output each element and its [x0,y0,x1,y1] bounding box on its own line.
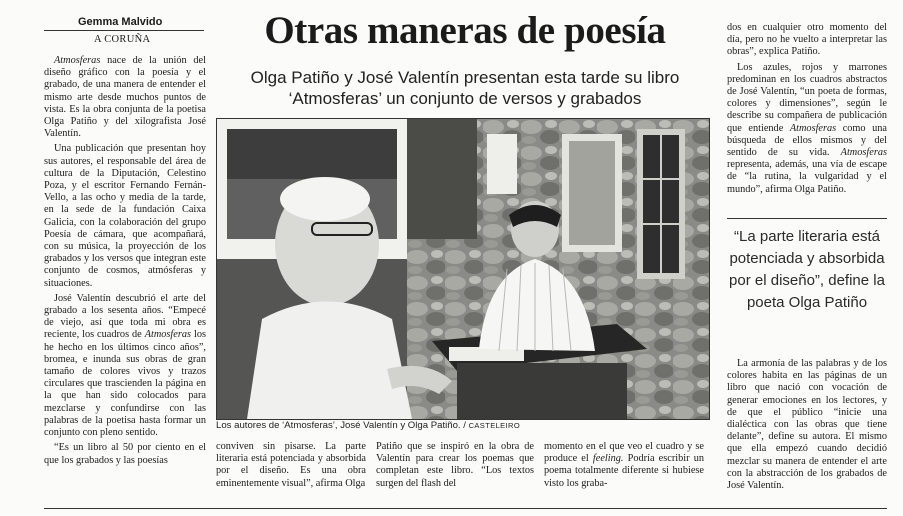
book-title: Atmosferas [789,122,837,134]
paragraph-text: “Es un libro al 50 por ciento en el que los grabados y las poesías [44,442,206,466]
photo-caption [216,420,520,431]
caption-text: Los autores de ‘Atmosferas’, José Valentín y Olga Patiño. / [216,420,469,431]
byline-author: Gemma Malvido [78,16,163,28]
byline-place: A CORUÑA [94,34,151,45]
book-title: Atmosferas [54,55,101,66]
paragraph-text: Una publicación que presentan hoy sus autores, el responsable del área de cultura de la Diputación, Celestino Poza, y el escritor Fernando Fernán-Vello, a las ocho y media de la tarde, en la sede de la fundación Caixa Galicia, con la colaboración del grupo Poesía de cámara, que acompañará, con su música, la proyección de los grabados y los versos que integran este conjunto de cosmos, atmósferas y situaciones. [44,143,206,289]
paragraph-text: conviven sin pisarse. La parte literaria está potenciada y absorbida por el diseño. Es una obra eminentemente visual”, afirma Olga [216,441,366,489]
paragraph-text: Podría escribir un poema totalmente diferente si hubiese visto los graba- [544,453,704,489]
paragraph-text: como una búsqueda de ellos mismos y del sentido de su vida. [727,122,887,159]
book-title: Atmosferas [144,329,192,341]
subheadline: Olga Patiño y José Valentín presentan esta tarde su libro ‘Atmosferas’ un conjunto de versos y grabados [250,68,680,108]
article-column-1 [44,55,206,470]
article-column-5-top [727,22,887,199]
headline: Otras maneras de poesía [264,9,666,52]
byline-rule [44,30,204,31]
paragraph-text: nace de la unión del diseño gráfico con la poesía y el grabado, de una manera de entender el mismo arte desde muchos puntos de vista. Es la obra conjunta de la poetisa Olga Patiño y del xilografista José Valentín. [44,55,206,140]
article-column-3 [376,441,534,493]
article-column-5-bottom [727,358,887,495]
paragraph-text: dos en cualquier otro momento del día, pero no he vuelto a interpretar las obras”, explica Patiño. [727,22,887,58]
paragraph-text: momento en el que veo el cuadro y se produce el [544,441,704,465]
article-column-2 [216,441,366,493]
book-title: Atmosferas [840,147,887,159]
pull-quote: “La parte literaria está potenciada y absorbida por el diseño”, define la poeta Olga Patiño [729,228,885,311]
paragraph-text: José Valentín descubrió el arte del grabado a los sesenta años. “Empecé de viejo, así que toda mi obra es reciente, los cuadros de [44,292,206,341]
article-column-4 [544,441,704,493]
article-photo [216,118,710,420]
paragraph-text: La armonía de las palabras y de los colores habita en las páginas de un libro que nació con vocación de generar emociones en los lectores, y de que el público “inicie una dialéctica con las obras que tiene delante”, define su autora. El mismo que ella empezó cuando decidió mezclar su manera de entender el arte con la abstracción de los grabados de José Valentín. [727,358,887,492]
pull-quote-rule-top [727,218,887,219]
bottom-rule [44,508,887,509]
paragraph-text: Patiño que se inspiró en la obra de Valentín para crear los poemas que completan este libro. “Los textos surgen del flash del [376,441,534,489]
photo-illustration [217,119,709,419]
paragraph-text: Los azules, rojos y marrones predominan en los cuadros abstractos de José Valentín, “un poeta de formas, colores y dimensiones”, según le describe su compañera de publicación que entiende [727,61,887,134]
emphasis-word: feeling. [592,453,624,465]
paragraph-text: representa, además, una vía de escape de “la rutina, la vulgaridad y el mundo”, afirma Olga Patiño. [727,159,887,195]
paragraph-text: los he hecho en los últimos cinco años”, bromea, e inunda sus obras de gran tamaño de colores vivos y trazos circulares que trascienden la página en la que han sido colocados para mezclarse y confundirse con las palabras de la poetisa hasta formar un conjunto con pleno sentido. [44,329,206,439]
photo-credit: CASTELEIRO [468,421,521,430]
